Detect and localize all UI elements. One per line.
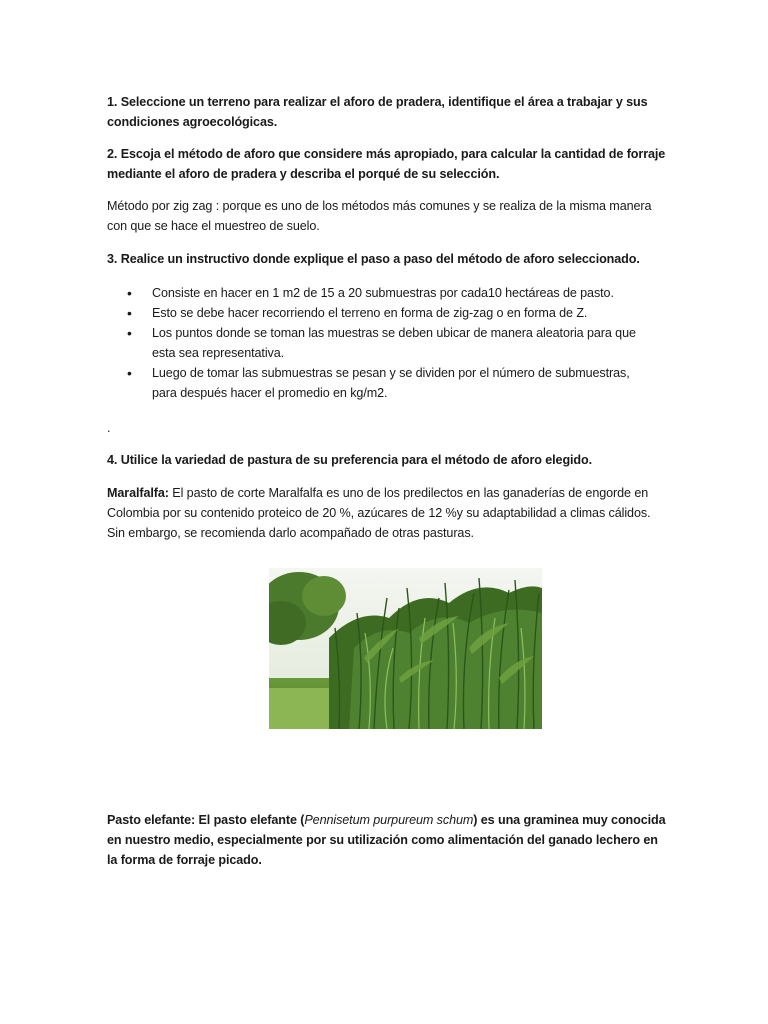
stray-period: . (107, 421, 111, 435)
list-item: • Los puntos donde se toman las muestras se deben ubicar de manera aleatoria para que esta sea representativa. (127, 325, 636, 360)
list-item: • Esto se debe hacer recorriendo el terreno en forma de zig-zag o en forma de Z. (127, 305, 588, 321)
question-1: 1. Seleccione un terreno para realizar el aforo de pradera, identifique el área a trabajar y sus condiciones agroecológicas. (107, 95, 648, 129)
bullet-icon: • (127, 325, 132, 341)
maralfalfa-grass-photo (269, 568, 542, 729)
steps-list (107, 283, 647, 403)
question-2: 2. Escoja el método de aforo que considere más apropiado, para calcular la cantidad de forraje mediante el aforo de pradera y describa el porqué de su selección. (107, 147, 666, 181)
elefante-paragraph: Pasto elefante: El pasto elefante (Pennisetum purpureum schum) es una graminea muy conocida en nuestro medio, especialmente por su utilización como alimentación del ganado lechero en la forma de forraje picado. (107, 813, 666, 867)
bullet-icon: • (127, 305, 132, 321)
scientific-name: Pennisetum purpureum schum (304, 813, 474, 827)
bullet-icon: • (127, 285, 132, 301)
answer-2: Método por zig zag : porque es uno de los métodos más comunes y se realiza de la misma manera con que se hace el muestreo de suelo. (107, 199, 652, 233)
maralfalfa-paragraph (107, 483, 667, 543)
bullet-icon: • (127, 365, 132, 381)
list-item: • Consiste en hacer en 1 m2 de 15 a 20 submuestras por cada10 hectáreas de pasto. (127, 285, 614, 301)
grass-illustration (269, 568, 542, 729)
maralfalfa-text: El pasto de corte Maralfalfa es uno de los predilectos en las ganaderías de engorde en Colombia por su contenido proteico de 20 %, azúcares de 12 %y su adaptabilidad a climas cálidos. Sin embargo, se recomienda darlo acompañado de otras pasturas. (107, 486, 651, 540)
list-item: • Luego de tomar las submuestras se pesan y se dividen por el número de submuestras, para después hacer el promedio en kg/m2. (127, 365, 630, 400)
question-3: 3. Realice un instructivo donde explique el paso a paso del método de aforo seleccionado. (107, 252, 640, 266)
maralfalfa-label: Maralfalfa: (107, 486, 169, 500)
elefante-label: Pasto elefante: (107, 813, 196, 827)
question-4: 4. Utilice la variedad de pastura de su preferencia para el método de aforo elegido. (107, 453, 593, 467)
